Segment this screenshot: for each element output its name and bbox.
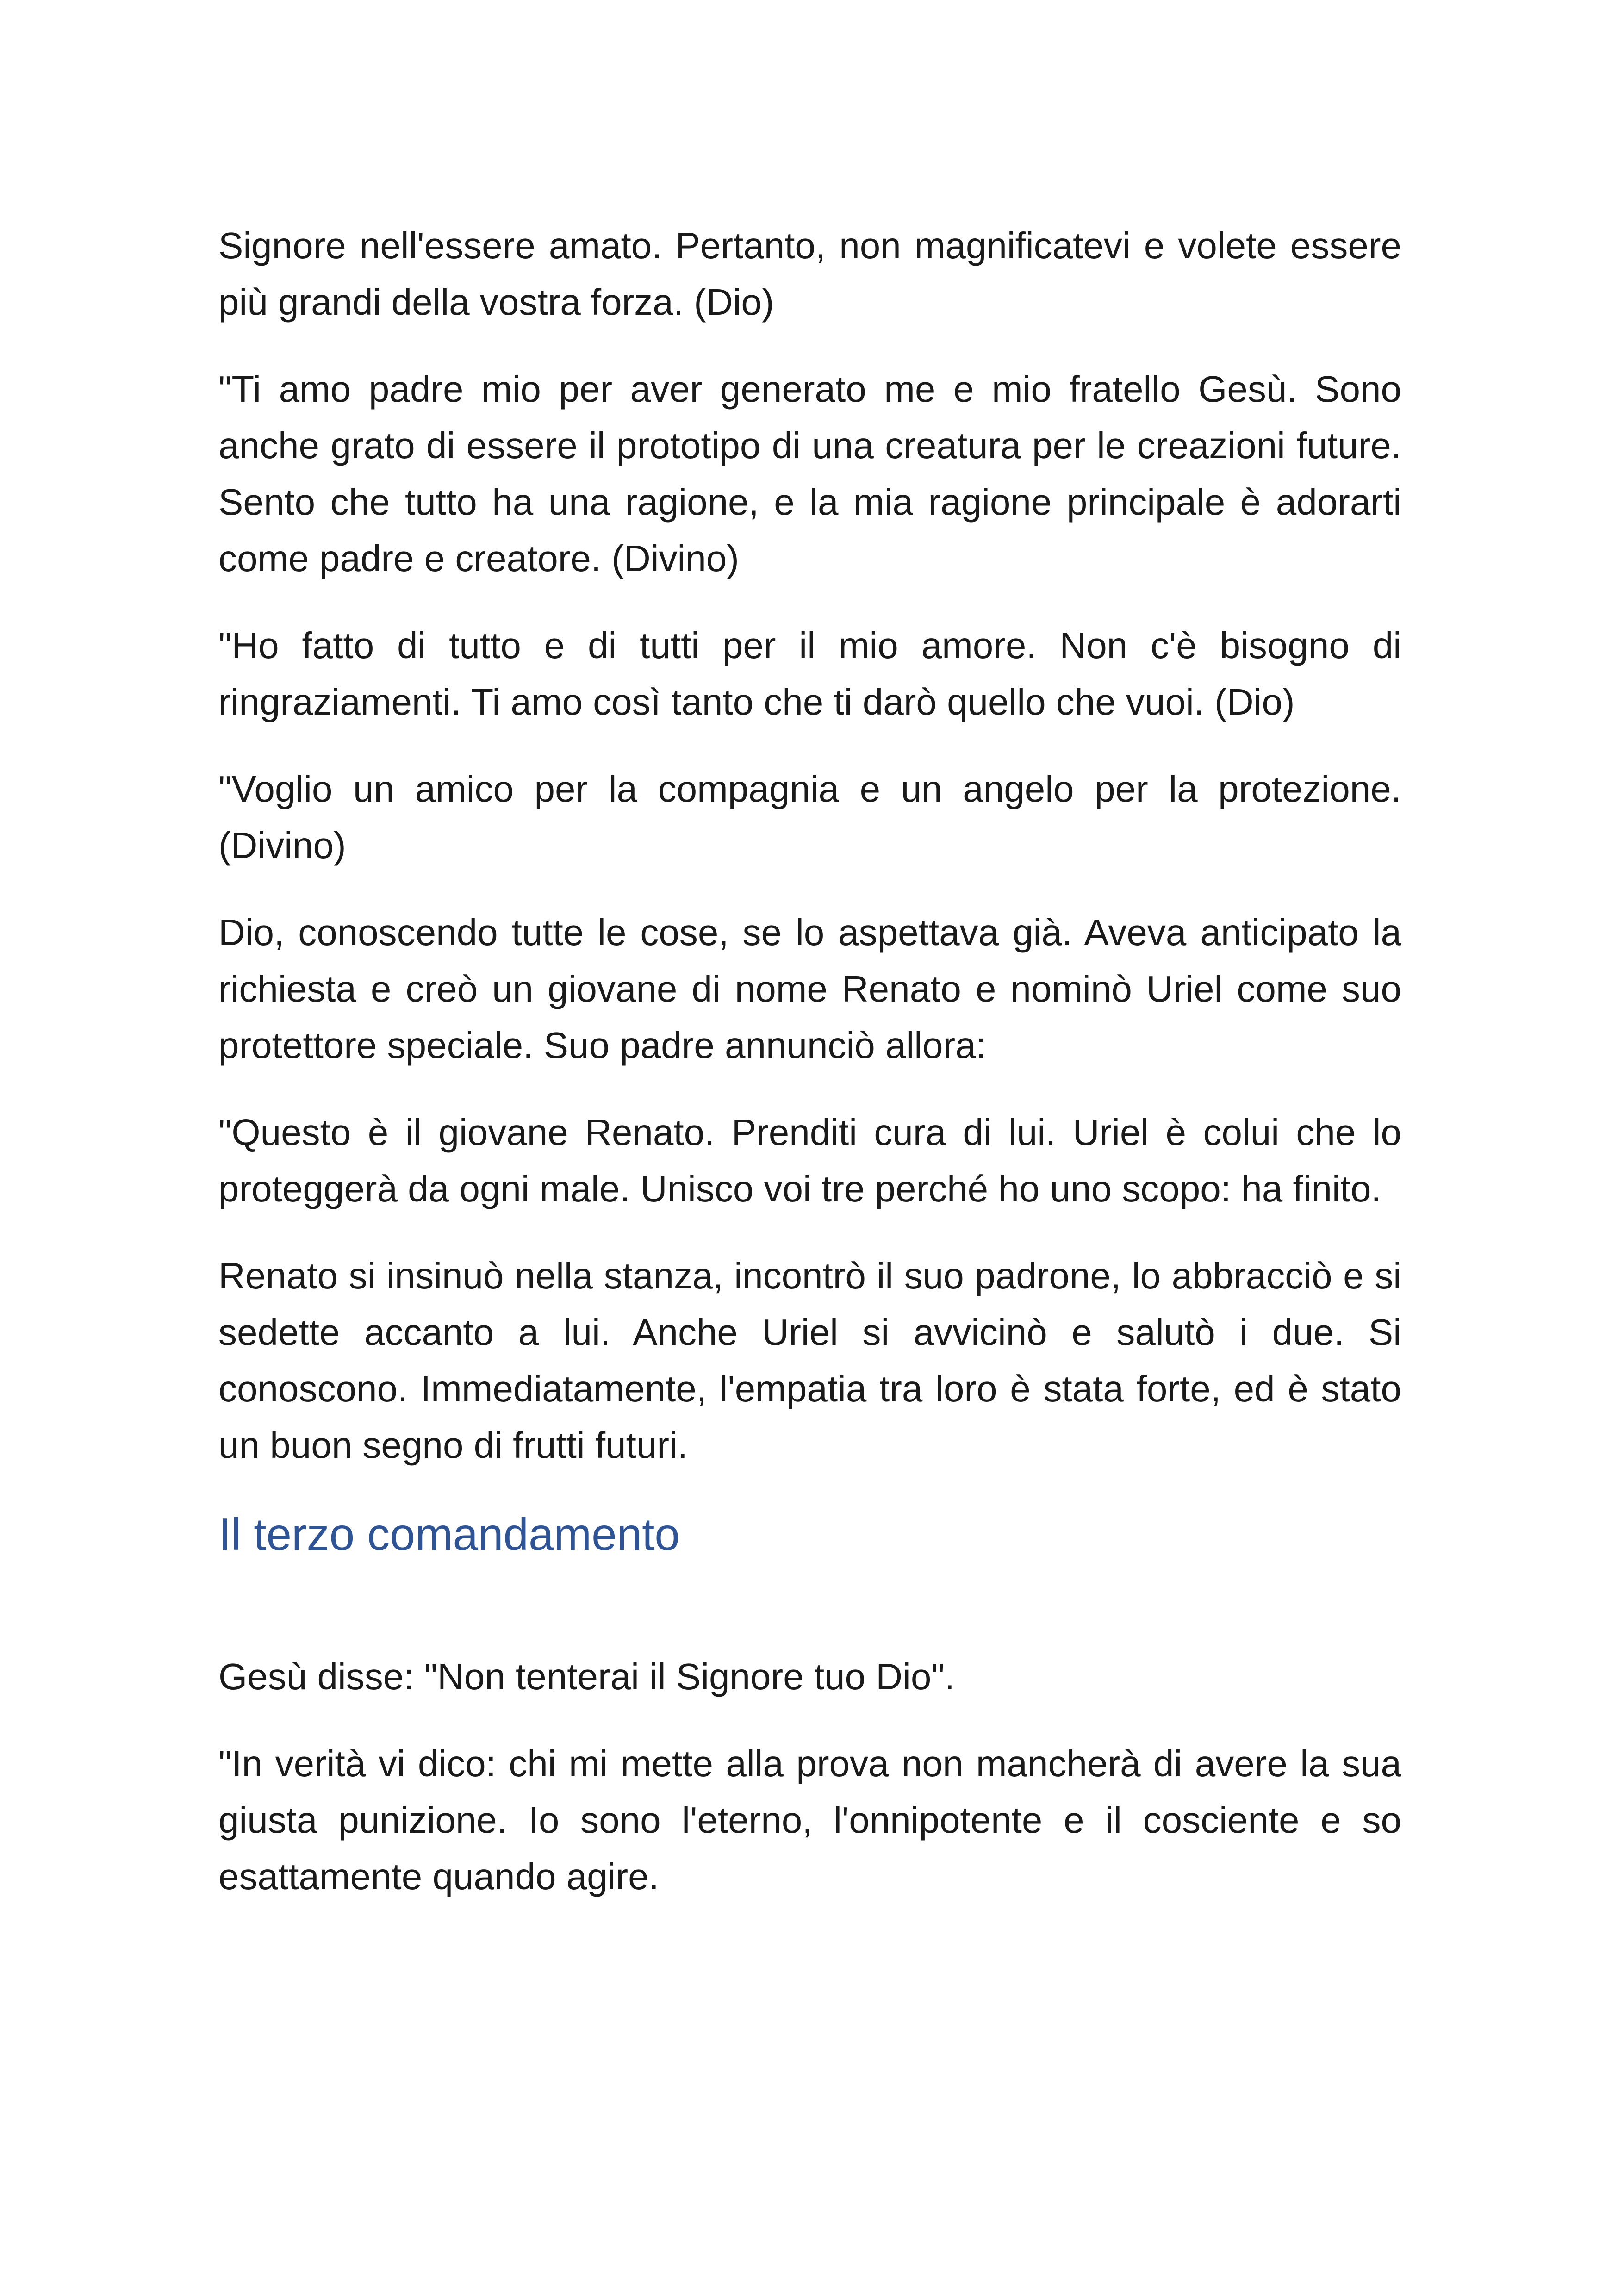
paragraph-3: "Ho fatto di tutto e di tutti per il mio amore. Non c'è bisogno di ringraziamenti. Ti amo così tanto che ti darò quello che vuoi. (Dio)	[218, 625, 1401, 722]
paragraph-6: "Questo è il giovane Renato. Prenditi cura di lui. Uriel è colui che lo proteggerà da ogni male. Unisco voi tre perché ho uno scopo: ha finito.	[218, 1112, 1401, 1209]
section-heading: Il terzo comandamento	[218, 1509, 680, 1560]
paragraph-5: Dio, conoscendo tutte le cose, se lo aspettava già. Aveva anticipato la richiesta e creò un giovane di nome Renato e nominò Uriel come suo protettore speciale. Suo padre annunciò allora:	[218, 912, 1401, 1066]
paragraph-8: Gesù disse: "Non tenterai il Signore tuo Dio".	[218, 1656, 955, 1697]
paragraph-2: "Ti amo padre mio per aver generato me e mio fratello Gesù. Sono anche grato di essere il prototipo di una creatura per le creazioni future. Sento che tutto ha una ragione, e la mia ragione principale è adorarti come padre e creatore. (Divino)	[218, 368, 1401, 579]
paragraph-7: Renato si insinuò nella stanza, incontrò il suo padrone, lo abbracciò e si sedette accanto a lui. Anche Uriel si avvicinò e salutò i due. Si conoscono. Immediatamente, l'empatia tra loro è stata forte, ed è stato un buon segno di frutti futuri.	[218, 1255, 1401, 1466]
paragraph-1: Signore nell'essere amato. Pertanto, non magnificatevi e volete essere più grandi della vostra forza. (Dio)	[218, 225, 1401, 323]
paragraph-9: "In verità vi dico: chi mi mette alla prova non mancherà di avere la sua giusta punizione. Io sono l'eterno, l'onnipotente e il cosciente e so esattamente quando agire.	[218, 1743, 1401, 1897]
paragraph-4: "Voglio un amico per la compagnia e un angelo per la protezione. (Divino)	[218, 768, 1401, 866]
page-content	[218, 218, 1401, 1935]
